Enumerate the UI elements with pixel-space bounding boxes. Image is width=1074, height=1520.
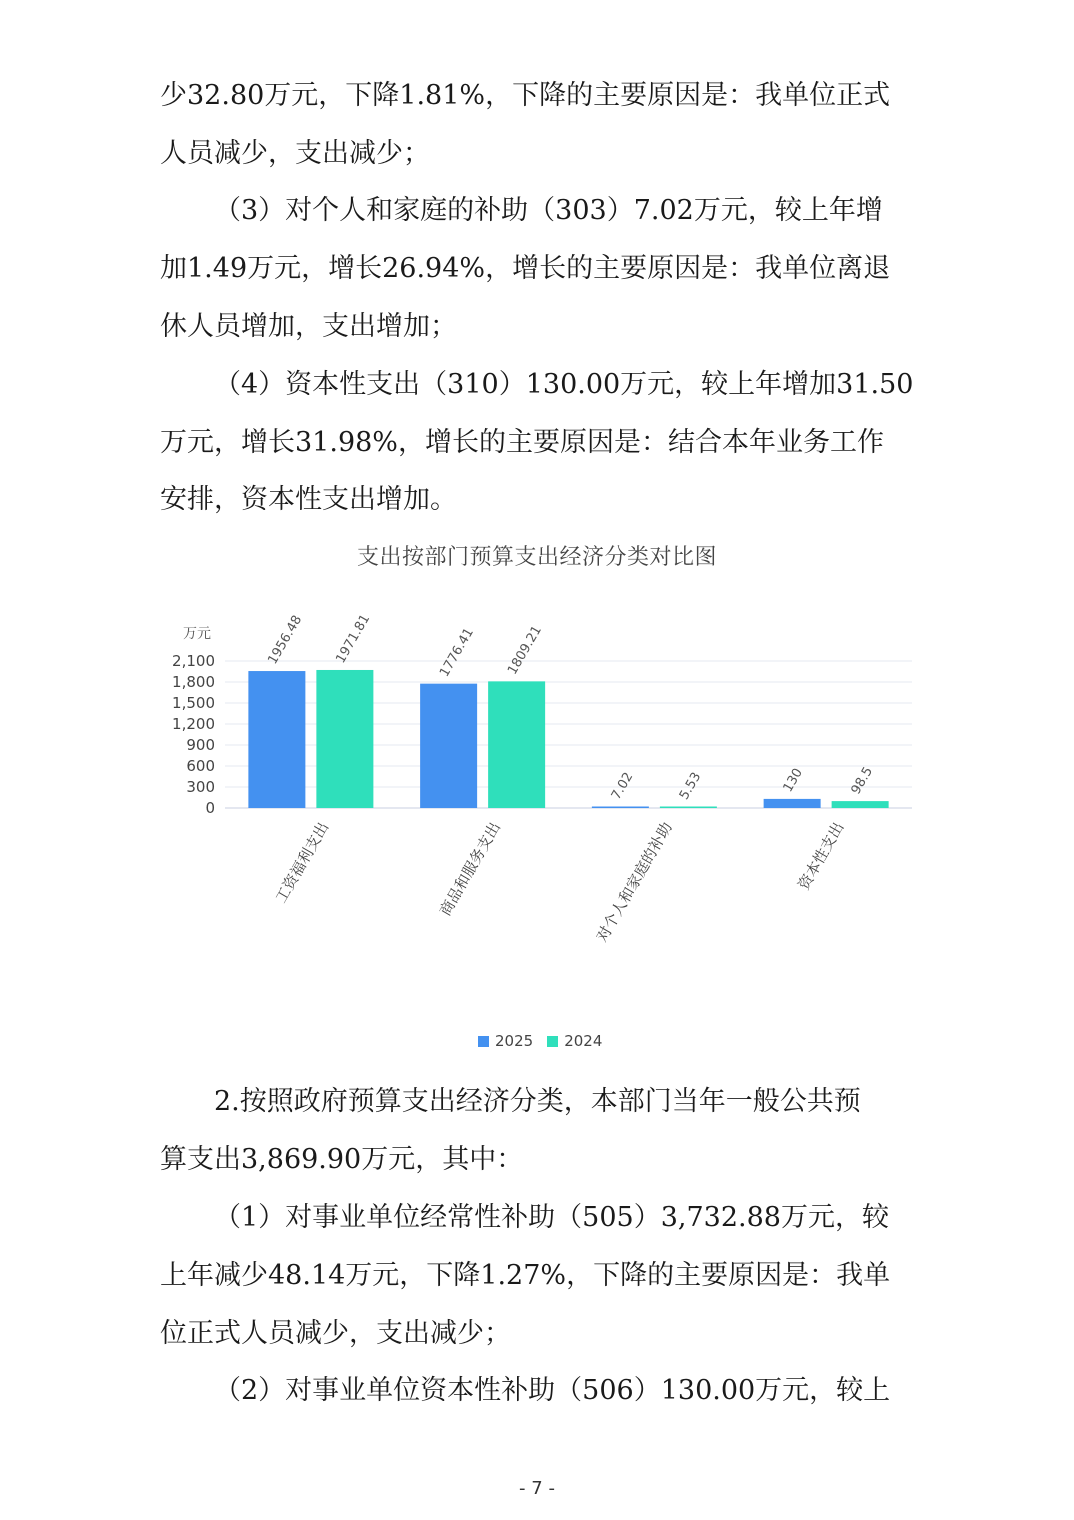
legend-swatch-2025 [478, 1036, 489, 1047]
bar-2025-2 [420, 684, 477, 808]
data-label: 1776.41 [437, 625, 477, 680]
y-tick-label: 300 [186, 778, 215, 796]
y-tick-label: 2,100 [172, 652, 215, 670]
bar-2025-3 [592, 807, 649, 809]
bar-2024-3 [660, 807, 717, 809]
data-label: 1956.48 [265, 612, 306, 668]
bar-2025-4 [764, 799, 821, 808]
x-tick-label: 商品和服务支出 [435, 819, 505, 919]
bar-2024-4 [832, 801, 889, 808]
x-tick-label: 资本性支出 [794, 819, 848, 893]
data-label: 7.02 [608, 769, 637, 803]
data-label: 98.5 [848, 764, 877, 798]
page-number: - 7 - [519, 1478, 555, 1499]
chart-title: 支出按部门预算支出经济分类对比图 [356, 545, 717, 570]
y-tick-label: 600 [186, 757, 215, 775]
y-tick-label: 1,200 [172, 715, 215, 733]
legend-item-2025[interactable] [478, 1032, 533, 1050]
legend-label-2025: 2025 [495, 1032, 534, 1050]
data-label: 1809.21 [505, 623, 545, 678]
data-label: 1971.81 [333, 611, 374, 666]
chart-legend [478, 1032, 616, 1050]
legend-label-2024: 2024 [564, 1032, 603, 1050]
x-tick-label: 工资福利支出 [271, 819, 333, 906]
legend-swatch-2024 [547, 1036, 558, 1047]
legend-item-2024[interactable] [547, 1032, 602, 1050]
data-label: 130 [780, 765, 807, 795]
y-tick-label: 1,500 [172, 694, 215, 712]
y-tick-label: 1,800 [172, 673, 215, 691]
bar-2025-1 [248, 671, 305, 808]
x-tick-label: 对个人和家庭的补助 [592, 819, 676, 945]
data-label: 5.53 [676, 769, 705, 803]
y-axis-label: 万元 [183, 626, 211, 642]
bar-2024-2 [488, 681, 545, 808]
bar-chart [0, 600, 1074, 1020]
y-tick-label: 900 [186, 736, 215, 754]
bar-2024-1 [316, 670, 373, 808]
y-tick-label: 0 [205, 799, 215, 817]
